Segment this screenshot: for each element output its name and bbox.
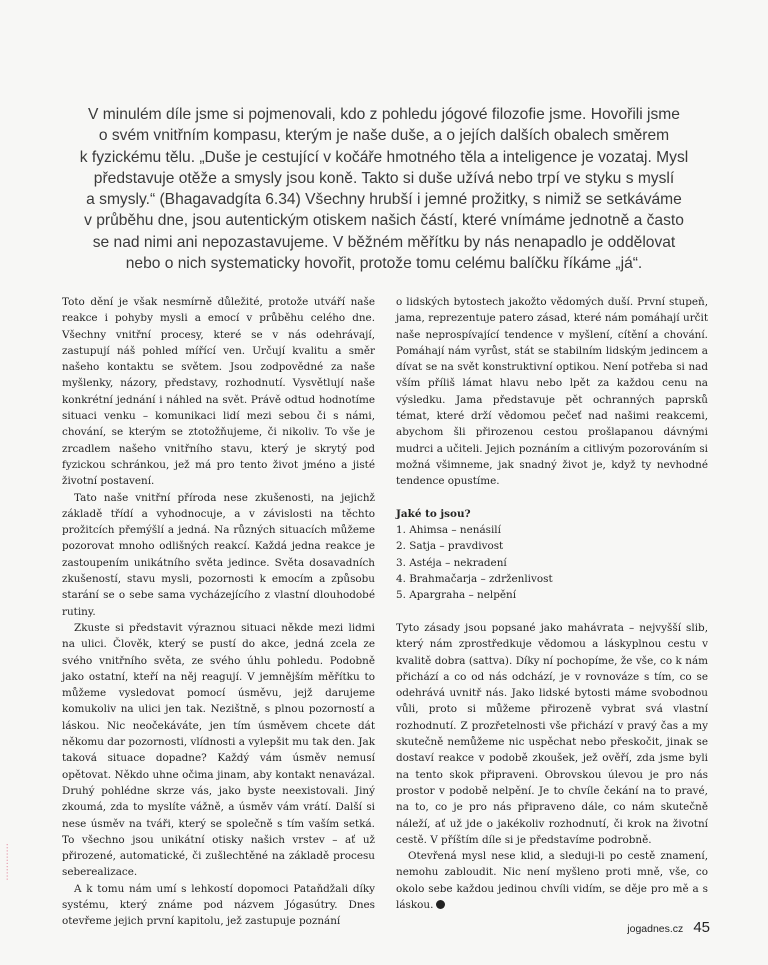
list-item: 4. Brahmačarja – zdrženlivost bbox=[396, 573, 553, 586]
right-column bbox=[396, 294, 708, 913]
body-paragraph: A k tomu nám umí s lehkostí dopomoci Pataňdžali díky systému, který známe pod názvem Jógasútry. Dnes otevřeme jejich první kapitolu, jež zastupuje poznání bbox=[62, 882, 375, 928]
lead-line: V minulém díle jsme si pojmenovali, kdo z pohledu jógové filozofie jsme. Hovořili jsme bbox=[88, 106, 680, 123]
body-paragraph: Tyto zásady jsou popsané jako mahávrata – nejvyšší slib, který nám zprostředkuje vědomou a láskyplnou cestu v kvalitě dobra (sattva). Díky ní pochopíme, že vše, co k nám přichází a co od nás odchází, je v rovnováze s tím, co se odehrává uvnitř nás. Jako lidské bytosti máme svobodnou vůli, proto si můžeme přirozeně vybrat svá vlastní rozhodnutí. Z prozřetelnosti vše přichází v pravý čas a my skutečně nemůžeme nic uspěchat nebo přeskočit, jinak se dostaví reakce v podobě zkoušek, jež ověří, zda jsme byli na tento skok připraveni. Obrovskou úlevou je pro nás prostor v podobě nelpění. Je to chvíle čekání na to pravé, na to, co je pro nás připraveno dále, co nám skutečně náleží, ať už jde o jakékoliv rozhodnutí, či krok na životní cestě. V příštím díle si je představíme podrobně. bbox=[396, 621, 708, 846]
lead-line: o svém vnitřním kompasu, kterým je naše duše, a o jejích dalších obalech směrem bbox=[98, 127, 670, 145]
margin-dots: • • • • • • • • • • • • bbox=[5, 843, 11, 880]
lead-line: v průběhu dne, jsou autentickým otiskem našich částí, které vnímáme jednotně a často bbox=[84, 212, 684, 230]
lead-line: se nad nimi ani nepozastavujeme. V běžném měřítku by nás nenapadlo je oddělovat bbox=[92, 233, 676, 251]
list-item: 2. Satja – pravdivost bbox=[396, 540, 504, 553]
lead-line: a smysly.“ (Bhagavadgíta 6.34) Všechny hrubší i jemné prožitky, s nimiž se setkáváme bbox=[86, 191, 682, 209]
body-paragraph: Zkuste si představit výraznou situaci někde mezi lidmi na ulici. Člověk, který se pustí do akce, jedná zcela ze svého vnitřního světa, ze svého úhlu pohledu. Podobně jako ostatní, kteří na něj reagují. V jemnějším měřítku to můžeme vysledovat pomocí úsměvu, jejž darujeme komukoliv na ulici jen tak. Nezištně, s plnou pozorností a láskou. Nic neočekáváte, jen tím úsměvem chcete dát někomu dar pozornosti, vlídnosti a vylepšit mu tak den. Jak taková situace dopadne? Každý vám úsměv nemusí opětovat. Někdo uhne očima jinam, aby kontakt nenavázal. Druhý pohlédne skrze vás, jako byste neexistovali. Jiný zkoumá, zda to myslíte vážně, a úsměv vám vrátí. Další si nese úsměv na tváři, který se společně s tím vaším setká. To všechno jsou unikátní otisky našich vrstev – ať už přirozené, automatické, či zušlechtěné na základě procesu seberealizace. bbox=[62, 621, 375, 879]
body-paragraph: o lidských bytostech jakožto vědomých duší. První stupeň, jama, reprezentuje patero zásad, které nám pomáhají určit naše neprospívající tendence v myšlení, cítění a chování. Pomáhají nám vyrůst, stát se stabilním lidským jedincem a dívat se na svět konstruktivní optikou. Není potřeba si nad vším příliš lámat hlavu nebo lpět za každou cenu na výsledku. Jama představuje pět ochranných paprsků témat, které drží vědomou pečeť nad našimi reakcemi, abychom šli přirozenou cestou prošlapanou dávnými mudrci a učiteli. Jejich poznáním a citlivým pozorováním si možná všimneme, jak snadný život je, když ty nevhodné tendence opustíme. bbox=[396, 296, 708, 488]
lead-line: nebo o nich systematicky hovořit, protože tomu celému balíčku říkáme „já“. bbox=[125, 255, 643, 273]
body-paragraph bbox=[396, 848, 708, 913]
list-item: 1. Ahimsa – nenásilí bbox=[396, 524, 501, 537]
lead-paragraph bbox=[60, 104, 708, 274]
left-column bbox=[62, 294, 375, 930]
body-paragraph: Tato naše vnitřní příroda nese zkušenosti, na jejichž základě třídí a vyhodnocuje, a v závislosti na těchto prožitcích přemýšlí a jedná. Na různých situacích můžeme pozorovat mnoho odlišných reakcí. Každá jedna reakce je zastoupením unikátního světa jedince. Světa dosavadních zkušeností, stavu mysli, pozornosti k emocím a způsobu starání se o sebe sama vycházejícího z vlastní dlouhodobé rutiny. bbox=[62, 491, 375, 618]
body-paragraph: Toto dění je však nesmírně důležité, protože utváří naše reakce i pohyby mysli a emocí v průběhu celého dne. Všechny vnitřní procesy, které se v nás odehrávají, zastupují náš pohled mířící ven. Určují kvalitu a směr našeho kontaktu se světem. Jsou zodpovědné za naše myšlenky, názory, představy, rozhodnutí. Vysvětlují naše konkrétní jednání i náhled na svět. Právě odtud hodnotíme situaci venku – komunikaci lidí mezi sebou či s námi, chování, se kterým se ztotožňujeme, či nikoliv. To vše je zrcadlem našeho vnitřního stavu, který je skrytý pod fyzickou schránkou, jež má pro tento život jméno a jisté životní postavení. bbox=[62, 296, 375, 488]
list-item: 3. Astéja – nekradení bbox=[396, 556, 507, 569]
page-footer bbox=[627, 919, 710, 936]
section-heading: Jaké to jsou? bbox=[396, 507, 471, 520]
lead-line: představuje otěže a smysly jsou koně. Takto si duše užívá nebo trpí ve styku s myslí bbox=[93, 169, 675, 187]
yama-list bbox=[396, 522, 708, 603]
page-number: 45 bbox=[693, 919, 710, 936]
list-item: 5. Apargraha – nelpění bbox=[396, 589, 517, 602]
end-of-article-icon bbox=[436, 900, 445, 909]
closing-text: Otevřená mysl nese klid, a sleduji-li po cestě znamení, nemohu zabloudit. Nic není myšleno proti mně, vše, co okolo sebe každou jedinou chvíli vidím, se děje pro mě a s láskou. bbox=[396, 850, 708, 911]
site-url: jogadnes.cz bbox=[627, 923, 684, 935]
lead-line: k fyzickému tělu. „Duše je cestující v kočáře hmotného těla a inteligence je vozataj. Mysl bbox=[79, 148, 689, 166]
